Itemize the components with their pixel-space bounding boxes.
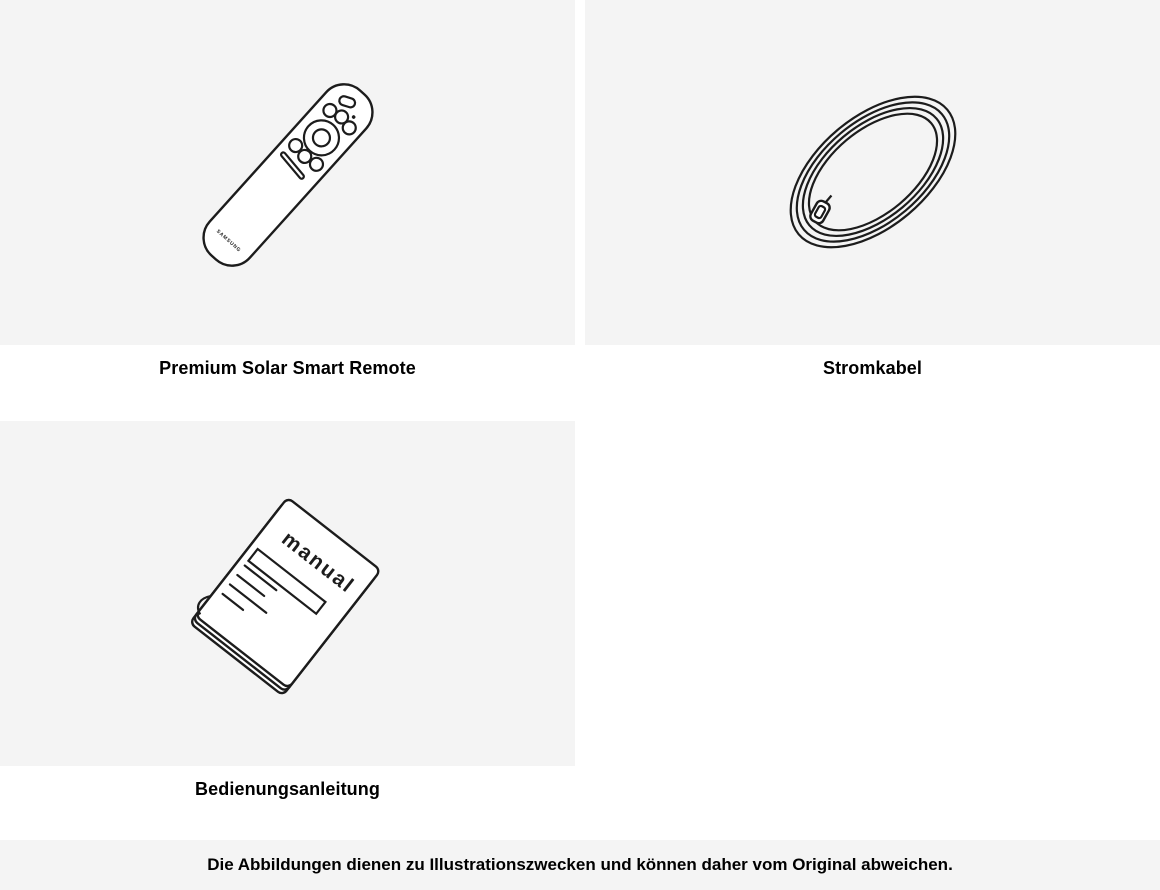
accessory-item-remote	[0, 0, 575, 421]
accessory-card-manual	[0, 421, 575, 766]
accessory-card-remote	[0, 0, 575, 345]
plug-connector-icon	[809, 191, 836, 225]
remote-illustration	[0, 0, 575, 345]
accessory-row-bottom	[0, 421, 1160, 840]
manual-cover-text: manual	[277, 527, 359, 598]
accessory-label: Stromkabel	[822, 358, 923, 378]
accessory-card-power-cable	[585, 0, 1160, 345]
disclaimer-bar	[0, 840, 1160, 890]
manual-illustration	[0, 421, 575, 766]
user-manual-booklet-line-art	[186, 495, 381, 696]
accessory-item-power-cable	[585, 0, 1160, 421]
accessory-item-manual	[0, 421, 575, 840]
accessory-row-top	[0, 0, 1160, 421]
disclaimer-text: Die Abbildungen dienen zu Illustrationszwecken und können daher vom Original abweichen.	[207, 855, 953, 874]
coiled-power-cable-line-art	[763, 68, 982, 277]
remote-brand-text: SAMSUNG	[214, 228, 243, 254]
remote-control-line-art	[194, 74, 383, 275]
accessory-label: Premium Solar Smart Remote	[159, 358, 416, 378]
power-cable-illustration	[585, 0, 1160, 345]
accessory-label: Bedienungsanleitung	[195, 779, 380, 799]
